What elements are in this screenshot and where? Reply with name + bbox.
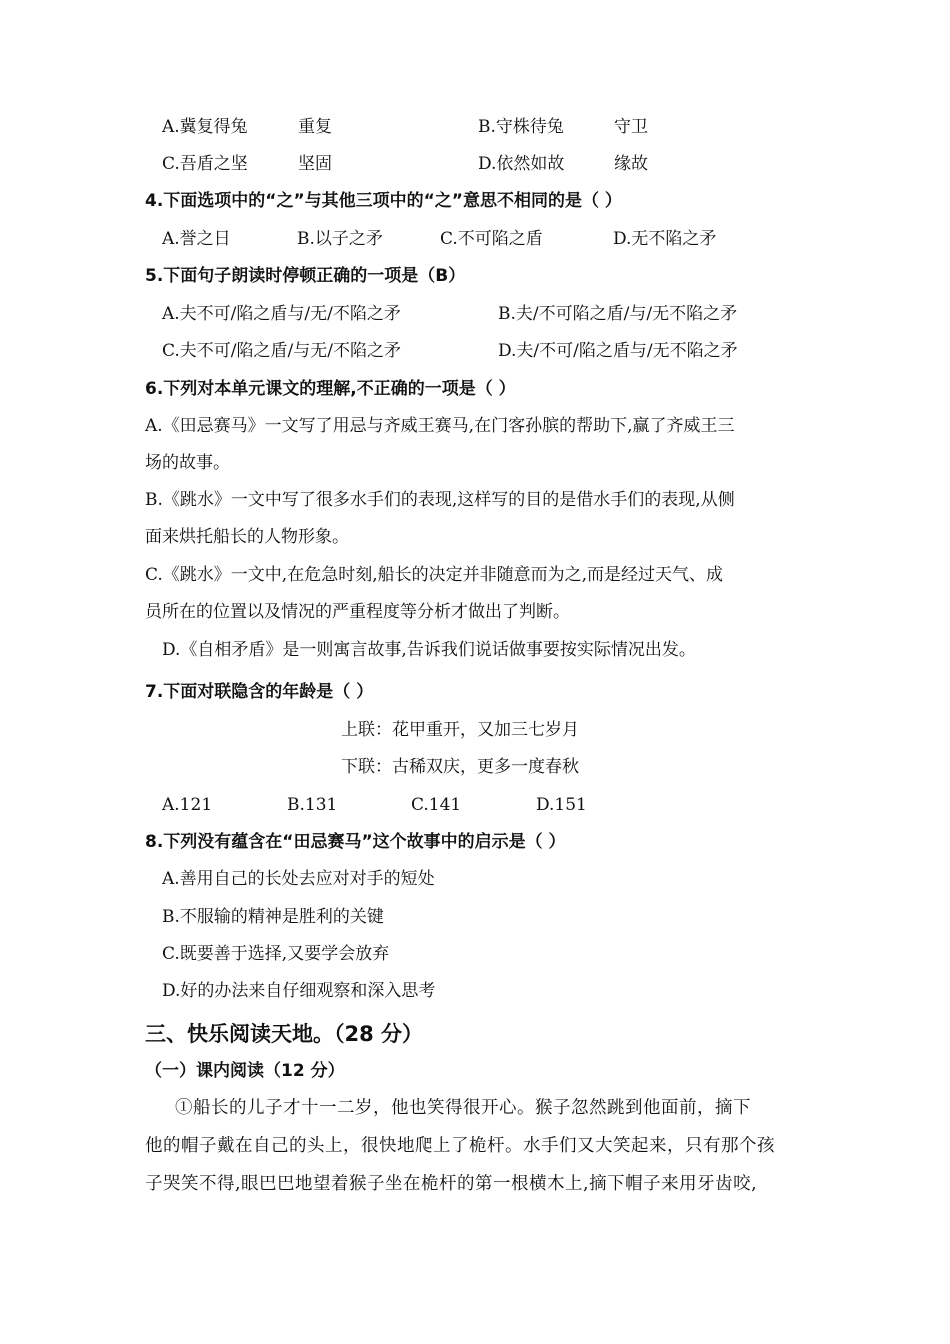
q6-option-a-line2: 场的故事。 <box>145 453 230 473</box>
passage-line-3: 子哭笑不得,眼巴巴地望着猴子坐在桅杆的第一根横木上,摘下帽子来用牙齿咬, <box>145 1174 758 1194</box>
passage-line-2: 他的帽子戴在自己的头上，很快地爬上了桅杆。水手们又大笑起来，只有那个孩 <box>145 1136 775 1156</box>
q5-stem: 5.下面句子朗读时停顿正确的一项是（B） <box>145 266 466 286</box>
section-3-title: 三、快乐阅读天地。（28 分） <box>145 1022 424 1046</box>
passage-line-1: ①船长的儿子才十一二岁，他也笑得很开心。猴子忽然跳到他面前，摘下 <box>175 1098 751 1118</box>
q7-stem: 7.下面对联隐含的年龄是（ ） <box>145 682 374 702</box>
couplet-upper: 上联：花甲重开，又加三七岁月 <box>341 720 579 740</box>
q3-option-d: D.依然如故 <box>478 154 565 174</box>
q5-option-c: C.夫不可/陷之盾/与无/不陷之矛 <box>162 341 401 361</box>
q7-option-d: D.151 <box>536 795 587 815</box>
q3-option-d-meaning: 缘故 <box>614 154 648 174</box>
couplet-lower: 下联：古稀双庆，更多一度春秋 <box>341 757 579 777</box>
q4-option-a: A.誉之日 <box>162 229 231 249</box>
q7-option-c: C.141 <box>411 795 462 815</box>
q8-option-c: C.既要善于选择,又要学会放弃 <box>162 944 390 964</box>
q3-option-b: B.守株待兔 <box>478 117 564 137</box>
q6-stem: 6.下列对本单元课文的理解,不正确的一项是（ ） <box>145 379 516 399</box>
q5-option-a: A.夫不可/陷之盾与/无/不陷之矛 <box>162 304 401 324</box>
q4-option-c: C.不可陷之盾 <box>440 229 543 249</box>
q8-stem: 8.下列没有蕴含在“田忌赛马”这个故事中的启示是（ ） <box>145 832 566 852</box>
q3-option-c: C.吾盾之坚 <box>162 154 248 174</box>
q7-option-a: A.121 <box>162 795 213 815</box>
q6-option-d: D.《自相矛盾》是一则寓言故事,告诉我们说话做事要按实际情况出发。 <box>162 640 696 660</box>
q8-option-b: B.不服输的精神是胜利的关键 <box>162 907 384 927</box>
q6-option-c-line1: C.《跳水》一文中,在危急时刻,船长的决定并非随意而为之,而是经过天气、成 <box>145 565 724 585</box>
q8-option-a: A.善用自己的长处去应对对手的短处 <box>162 869 435 889</box>
q6-option-c-line2: 员所在的位置以及情况的严重程度等分析才做出了判断。 <box>145 602 570 622</box>
q6-option-b-line1: B.《跳水》一文中写了很多水手们的表现,这样写的目的是借水手们的表现,从侧 <box>145 490 735 510</box>
section-3-sub1: （一）课内阅读（12 分） <box>145 1061 345 1081</box>
q6-option-b-line2: 面来烘托船长的人物形象。 <box>145 527 349 547</box>
q5-option-d: D.夫/不可/陷之盾与/无不陷之矛 <box>498 341 738 361</box>
q5-option-b: B.夫/不可陷之盾/与/无不陷之矛 <box>498 304 738 324</box>
q8-option-d: D.好的办法来自仔细观察和深入思考 <box>162 981 436 1001</box>
q4-stem: 4.下面选项中的“之”与其他三项中的“之”意思不相同的是（ ） <box>145 191 622 211</box>
q3-option-c-meaning: 坚固 <box>298 154 332 174</box>
q3-option-a-meaning: 重复 <box>298 117 332 137</box>
q3-option-b-meaning: 守卫 <box>614 117 648 137</box>
q3-option-a: A.冀复得兔 <box>162 117 248 137</box>
q4-option-d: D.无不陷之矛 <box>613 229 717 249</box>
q7-option-b: B.131 <box>287 795 338 815</box>
q4-option-b: B.以子之矛 <box>297 229 383 249</box>
q6-option-a-line1: A.《田忌赛马》一文写了用忌与齐威王赛马,在门客孙膑的帮助下,赢了齐威王三 <box>145 416 735 436</box>
